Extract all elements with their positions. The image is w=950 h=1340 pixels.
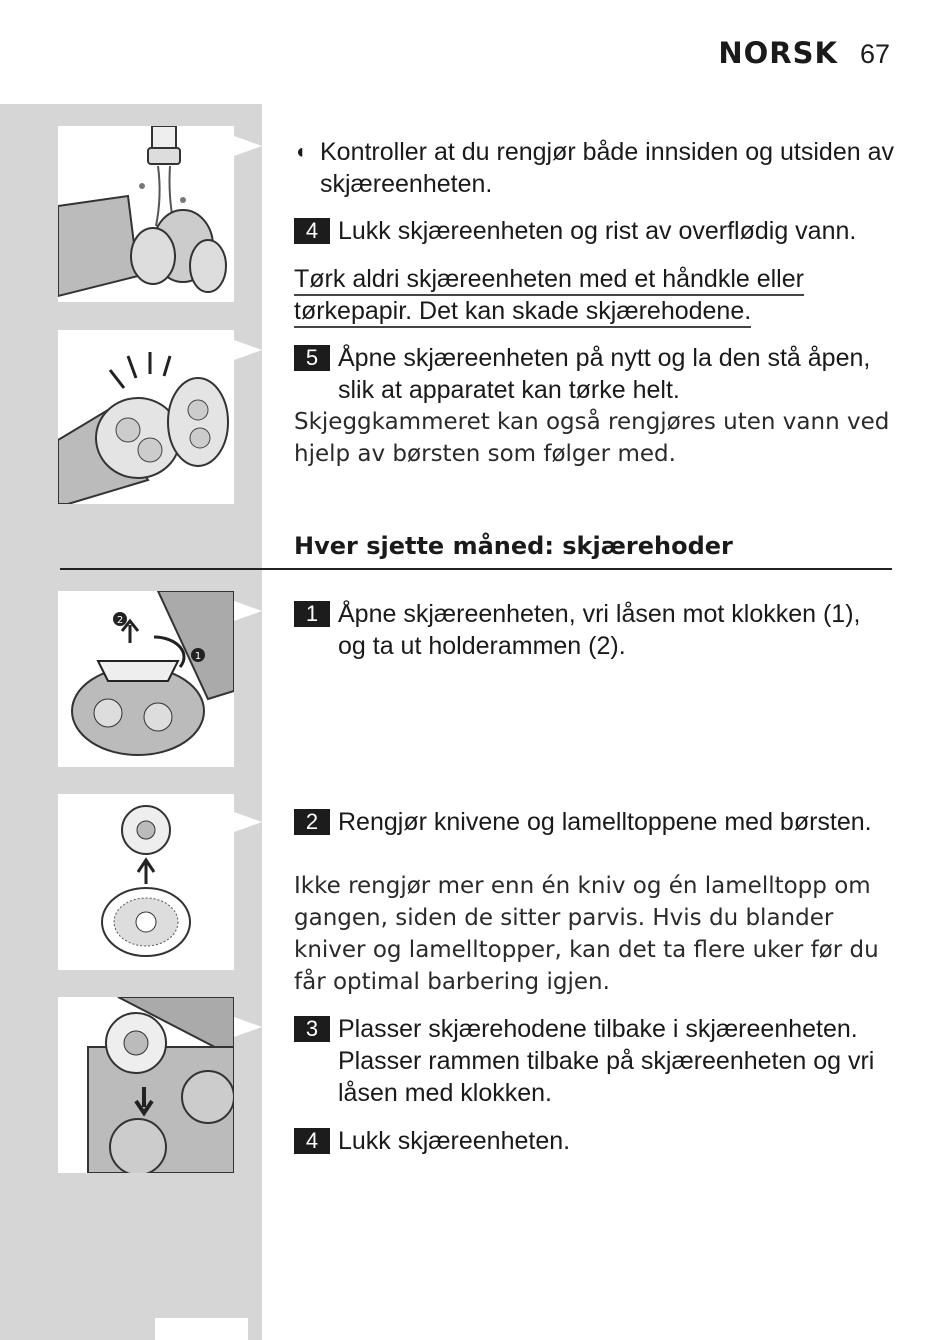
step-number: 2 [294, 809, 330, 835]
rinsing-shaver-icon [58, 126, 234, 302]
step-close-unit [294, 215, 894, 247]
step-reinsert-heads [294, 1013, 894, 1109]
lock-label-1: 1 [194, 651, 202, 662]
step-text: Lukk skjæreenheten. [338, 1127, 571, 1155]
step-number: 5 [294, 345, 330, 371]
cutter-and-guard-icon [58, 794, 234, 970]
step-number: 1 [294, 601, 330, 627]
language-label: NORSK [718, 36, 838, 70]
figure-pointer [234, 1017, 262, 1037]
step-open-remove-frame [294, 598, 894, 662]
bullet-icon: ◖ [294, 141, 307, 163]
page-number: 67 [859, 39, 890, 69]
step-text: Rengjør knivene og lamelltoppene med børsten. [338, 808, 872, 836]
step-open-dry [294, 342, 894, 406]
warning-line-1: Tørk aldri skjæreenheten med et håndkle eller [294, 265, 804, 296]
step-text: Åpne skjæreenheten på nytt og la den stå åpen, slik at apparatet kan tørke helt. [338, 344, 871, 404]
step-number: 3 [294, 1016, 330, 1042]
figure-pointer [234, 812, 262, 832]
section-divider [60, 568, 892, 570]
step-text: Åpne skjæreenheten, vri låsen mot klokken (1), og ta ut holderammen (2). [338, 600, 861, 660]
remove-retaining-frame-icon [58, 591, 234, 767]
step-number: 4 [294, 1128, 330, 1154]
warning-text [294, 263, 854, 327]
note-pairs: Ikke rengjør mer enn én kniv og én lamelltopp om gangen, siden de sitter parvis. Hvis du blander kniver og lamelltopper, kan det ta flere uker før du får optimal barbering igjen. [294, 873, 879, 995]
step-clean-cutters [294, 806, 894, 838]
step-text: Lukk skjæreenheten og rist av overflødig vann. [338, 217, 857, 245]
step-close-unit-final [294, 1125, 894, 1157]
sidebar-footer-gap [155, 1318, 248, 1340]
figure-pointer [234, 340, 262, 360]
warning-line-2: tørkepapir. Det kan skade skjærehodene. [294, 297, 751, 328]
reinsert-shaving-heads-icon [58, 997, 234, 1173]
figure-pointer [234, 136, 262, 156]
step-text: Plasser skjærehodene tilbake i skjæreenheten. Plasser rammen tilbake på skjæreenheten og vri låsen med klokken. [338, 1015, 875, 1107]
open-shaving-unit-icon [58, 330, 234, 504]
page-header [718, 36, 890, 70]
figure-pointer [234, 601, 262, 621]
bullet-text: Kontroller at du rengjør både innsiden og utsiden av skjæreenheten. [320, 138, 894, 198]
bullet-rinse-check [294, 136, 894, 200]
frame-label-2: 2 [116, 615, 124, 626]
note-brush-cleaning: Skjeggkammeret kan også rengjøres uten vann ved hjelp av børsten som følger med. [294, 409, 890, 467]
section-title: Hver sjette måned: skjærehoder [294, 532, 733, 560]
step-number: 4 [294, 218, 330, 244]
